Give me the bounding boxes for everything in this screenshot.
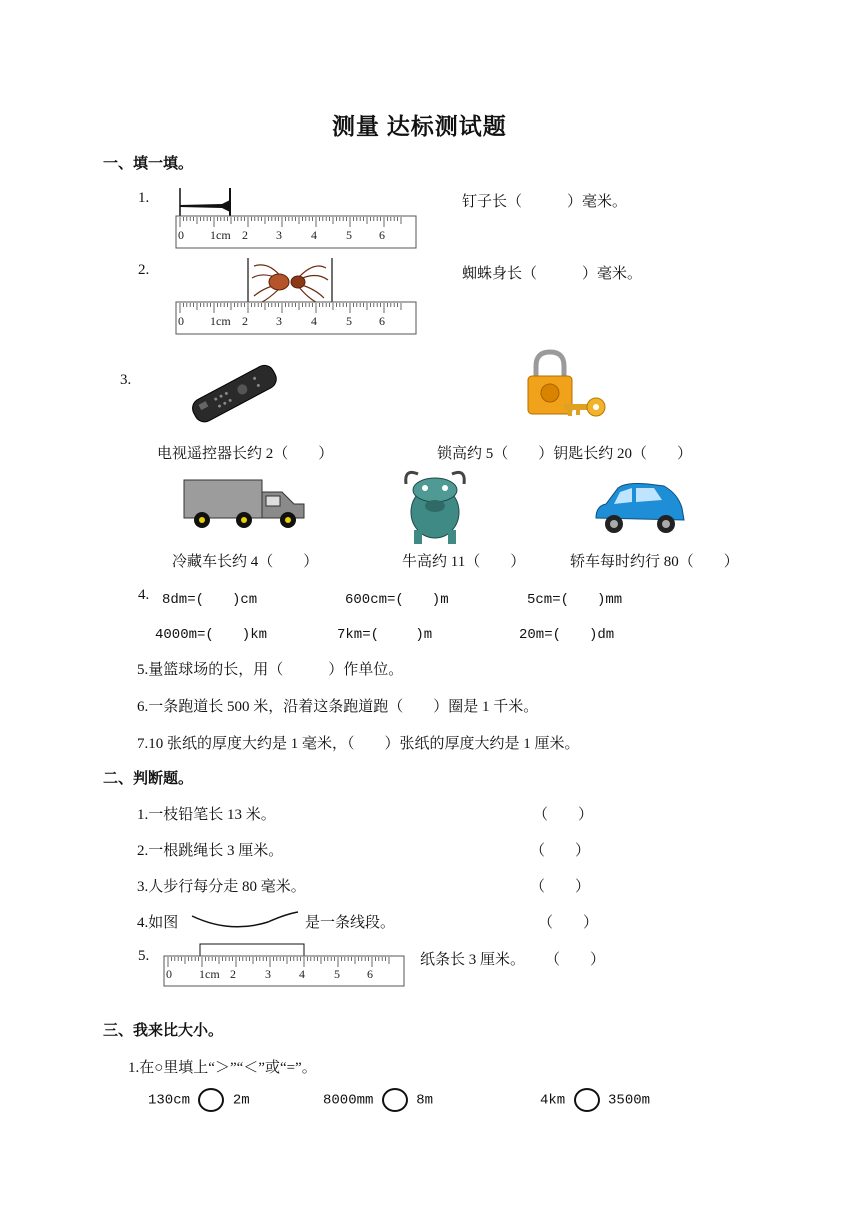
judge-item-paren: （ ） <box>538 915 599 931</box>
ruler-label: 3 <box>265 967 271 981</box>
compare-circle[interactable] <box>574 1088 600 1112</box>
ruler-label: 1cm <box>199 967 220 981</box>
ruler-label: 6 <box>367 967 373 981</box>
q3-ox-text: 牛高约 11（ ） <box>402 554 526 570</box>
q3-car-text: 轿车每时约行 80（ ） <box>570 554 739 570</box>
nail-ruler-figure <box>174 186 420 250</box>
compare-instruction: 1.在○里填上“＞”“＜”或“=”。 <box>128 1060 317 1076</box>
ruler-label: 0 <box>178 314 184 328</box>
compare-left: 130cm <box>148 1092 191 1109</box>
ruler-label: 6 <box>379 228 385 242</box>
q2-text: 蜘蛛身长（ ）毫米。 <box>462 266 643 282</box>
section-heading-judge: 二、判断题。 <box>103 771 194 787</box>
compare-left: 8000mm <box>323 1092 374 1109</box>
curved-line-figure <box>190 906 300 932</box>
ruler-label: 4 <box>311 314 317 328</box>
ruler-label: 3 <box>276 314 282 328</box>
car-icon <box>592 480 688 538</box>
compare-circle[interactable] <box>198 1088 224 1112</box>
judge-item-paren: （ ） <box>545 952 606 968</box>
q6-text: 6.一条跑道长 500 米，沿着这条跑道跑（ ）圈是 1 千米。 <box>137 699 539 715</box>
ruler-label: 5 <box>334 967 340 981</box>
q4-blank: 4000m=( )km <box>155 627 268 643</box>
ruler-label: 6 <box>379 314 385 328</box>
compare-circle[interactable] <box>382 1088 408 1112</box>
ruler-label: 2 <box>230 967 236 981</box>
compare-right: 3500m <box>608 1092 651 1109</box>
compare-row <box>323 1088 433 1112</box>
q3-lock-key-text: 锁高约 5（ ）钥匙长约 20（ ） <box>437 446 693 462</box>
lock-key-icon <box>524 348 608 428</box>
ruler-label: 2 <box>242 314 248 328</box>
ruler-label: 5 <box>346 228 352 242</box>
ruler-label: 0 <box>166 967 172 981</box>
judge-item-text: 纸条长 3 厘米。 <box>420 952 526 968</box>
q3-truck-text: 冷藏车长约 4（ ） <box>172 554 319 570</box>
ruler-label: 1cm <box>210 314 231 328</box>
judge-item-text: 是一条线段。 <box>305 915 396 931</box>
ruler-label: 0 <box>178 228 184 242</box>
q3-remote-text: 电视遥控器长约 2（ ） <box>157 446 334 462</box>
ruler-label: 3 <box>276 228 282 242</box>
judge-item-number: 5. <box>138 948 150 964</box>
compare-row <box>148 1088 250 1112</box>
truck-icon <box>182 474 308 530</box>
judge-item-text: 2.一根跳绳长 3 厘米。 <box>137 843 284 859</box>
judge-item-text: 4.如图 <box>137 915 179 931</box>
ruler-label: 2 <box>242 228 248 242</box>
compare-right: 8m <box>416 1092 434 1109</box>
ruler-label: 1cm <box>210 228 231 242</box>
q4-blank: 5cm=( )mm <box>527 592 623 608</box>
remote-control-icon <box>184 360 284 430</box>
q1-text: 钉子长（ ）毫米。 <box>462 194 628 210</box>
section-heading-fill: 一、填一填。 <box>103 156 194 172</box>
spider-ruler-figure <box>174 256 420 336</box>
compare-right: 2m <box>232 1092 250 1109</box>
judge-item-paren: （ ） <box>530 843 591 859</box>
compare-row <box>540 1088 650 1112</box>
q4-blank: 8dm=( )cm <box>162 592 258 608</box>
q4-number: 4. <box>138 587 150 603</box>
compare-left: 4km <box>540 1092 566 1109</box>
q3-number: 3. <box>120 372 132 388</box>
spider-icon <box>252 265 328 302</box>
judge-item-text: 3.人步行每分走 80 毫米。 <box>137 879 306 895</box>
paper-strip-ruler-figure <box>162 942 408 988</box>
judge-item-paren: （ ） <box>533 807 594 823</box>
judge-item-text: 1.一枝铅笔长 13 米。 <box>137 807 276 823</box>
ruler-label: 4 <box>299 967 305 981</box>
q4-blank: 7km=( )m <box>337 627 433 643</box>
q7-text: 7.10 张纸的厚度大约是 1 毫米，（ ）张纸的厚度大约是 1 厘米。 <box>137 736 580 752</box>
ruler-label: 4 <box>311 228 317 242</box>
page-title: 测量 达标测试题 <box>332 114 507 139</box>
section-heading-compare: 三、我来比大小。 <box>103 1023 224 1039</box>
q4-blank: 600cm=( )m <box>345 592 449 608</box>
ruler-label: 5 <box>346 314 352 328</box>
q2-number: 2. <box>138 262 150 278</box>
q5-text: 5.量篮球场的长，用（ ）作单位。 <box>137 662 404 678</box>
ox-icon <box>400 462 470 546</box>
q1-number: 1. <box>138 190 150 206</box>
judge-item-paren: （ ） <box>530 879 591 895</box>
q4-blank: 20m=( )dm <box>519 627 615 643</box>
